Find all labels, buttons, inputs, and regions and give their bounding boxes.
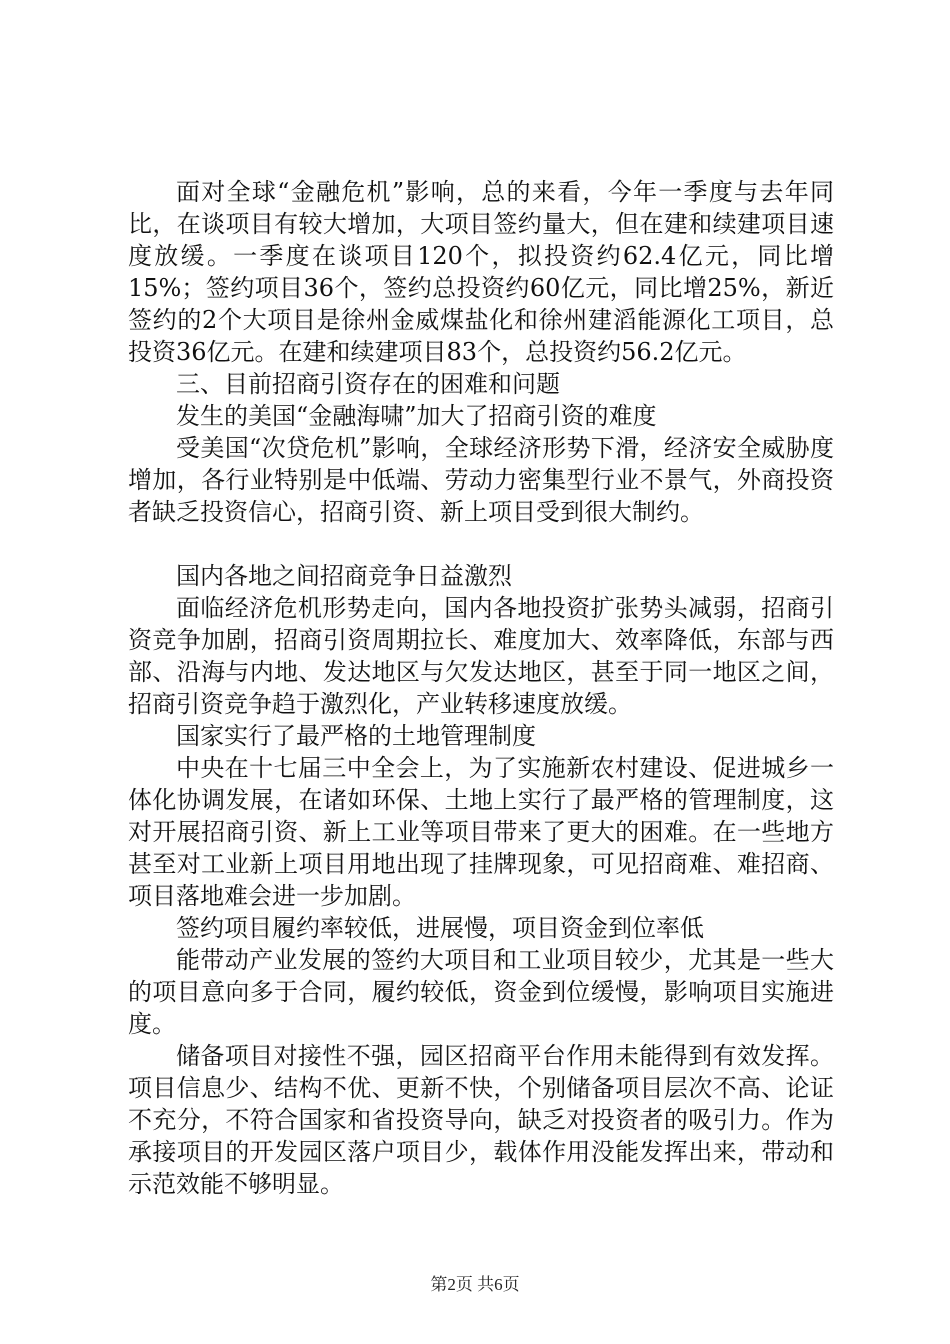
paragraph-investment-summary: 面对全球“金融危机”影响，总的来看，今年一季度与去年同比，在谈项目有较大增加，大项目签约量大，但在建和续建项目速度放缓。一季度在谈项目120个，拟投资约62.4亿元，同比增15%；签约项目36个，签约总投资约60亿元，同比增25%，新近签约的2个大项目是徐州金威煤盐化和徐州建滔能源化工项目，总投资36亿元。在建和续建项目83个，总投资约56.2亿元。: [128, 178, 834, 366]
subheading-domestic-competition: 国内各地之间招商竞争日益激烈: [176, 562, 512, 590]
paragraph-domestic-competition: 面临经济危机形势走向，国内各地投资扩张势头减弱，招商引资竞争加剧，招商引资周期拉长、难度加大、效率降低，东部与西部、沿海与内地、发达地区与欠发达地区，甚至于同一地区之间，招商引资竞争趋于激烈化，产业转移速度放缓。: [128, 594, 834, 718]
section-heading-difficulties: 三、目前招商引资存在的困难和问题: [176, 370, 560, 398]
paragraph-reserve-projects: 储备项目对接性不强，园区招商平台作用未能得到有效发挥。项目信息少、结构不优、更新不快，个别储备项目层次不高、论证不充分，不符合国家和省投资导向，缺乏对投资者的吸引力。作为承接项目的开发园区落户项目少，载体作用没能发挥出来，带动和示范效能不够明显。: [128, 1042, 834, 1198]
subheading-land-management: 国家实行了最严格的土地管理制度: [176, 722, 536, 750]
paragraph-contract-fulfillment: 能带动产业发展的签约大项目和工业项目较少，尤其是一些大的项目意向多于合同，履约较低，资金到位缓慢，影响项目实施进度。: [128, 946, 834, 1038]
document-body: [128, 176, 834, 1200]
subheading-contract-fulfillment: 签约项目履约率较低，进展慢，项目资金到位率低: [176, 914, 704, 942]
paragraph-land-management: 中央在十七届三中全会上，为了实施新农村建设、促进城乡一体化协调发展，在诸如环保、土地上实行了最严格的管理制度，这对开展招商引资、新上工业等项目带来了更大的困难。在一些地方甚至对工业新上项目用地出现了挂牌现象，可见招商难、难招商、项目落地难会进一步加剧。: [128, 754, 834, 910]
paragraph-subprime-impact: 受美国“次贷危机”影响，全球经济形势下滑，经济安全威胁度增加，各行业特别是中低端、劳动力密集型行业不景气，外商投资者缺乏投资信心，招商引资、新上项目受到很大制约。: [128, 434, 834, 526]
page-number-footer: 第2页 共6页: [430, 1275, 520, 1294]
subheading-financial-tsunami: 发生的美国“金融海啸”加大了招商引资的难度: [176, 402, 657, 430]
